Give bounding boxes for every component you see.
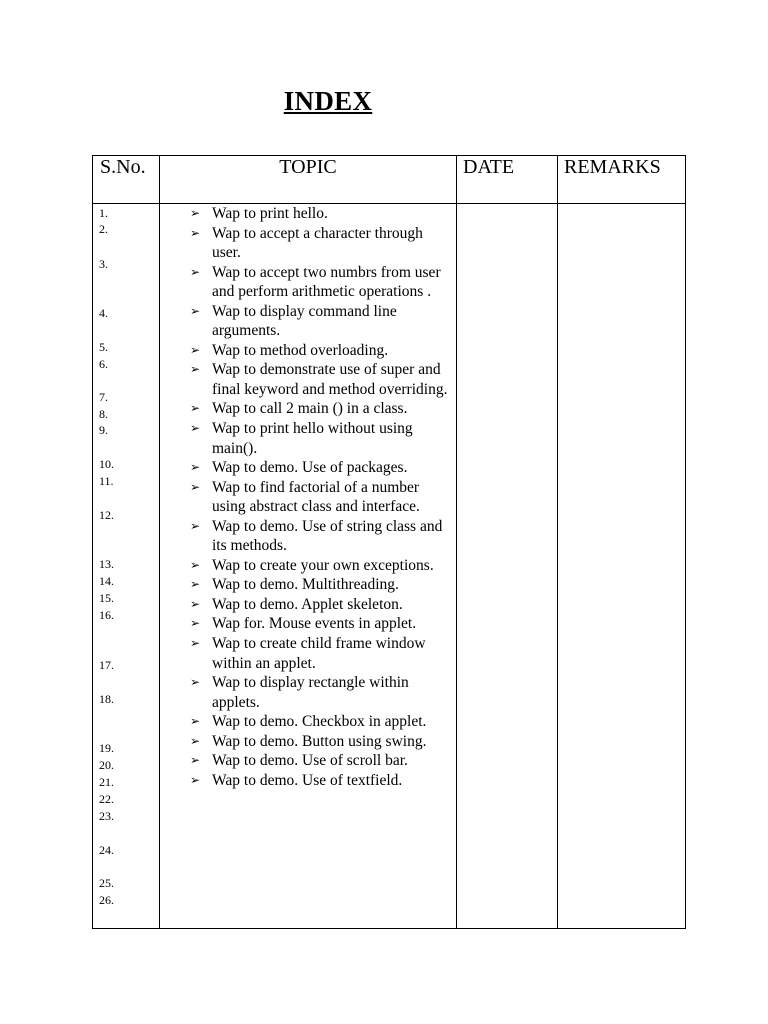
topic-text: Wap to demo. Applet skeleton. [212, 595, 403, 613]
arrow-bullet-icon: ➢ [190, 577, 201, 592]
sno-cell: 5. [99, 340, 108, 354]
list-item [190, 263, 452, 302]
topic-text: Wap to demo. Use of string class and its methods. [212, 517, 443, 555]
arrow-bullet-icon: ➢ [190, 303, 201, 318]
sno-cell: 19. [99, 741, 114, 755]
arrow-bullet-icon: ➢ [190, 772, 201, 787]
topic-text: Wap to demo. Checkbox in applet. [212, 713, 427, 731]
topic-text: Wap to display command line arguments. [212, 302, 397, 340]
sno-cell: 22. [99, 792, 114, 806]
list-item [190, 751, 452, 771]
sno-cell: 8. [99, 407, 108, 421]
list-item [190, 517, 452, 556]
header-remarks: REMARKS [564, 156, 661, 178]
sno-cell: 13. [99, 557, 114, 571]
arrow-bullet-icon: ➢ [190, 636, 201, 651]
arrow-bullet-icon: ➢ [190, 342, 201, 357]
sno-cell: 20. [99, 758, 114, 772]
list-item [190, 556, 452, 576]
list-item [190, 341, 452, 361]
arrow-bullet-icon: ➢ [190, 264, 201, 279]
sno-cell: 11. [99, 474, 114, 488]
arrow-bullet-icon: ➢ [190, 421, 201, 436]
sno-cell: 10. [99, 457, 114, 471]
sno-cell: 7. [99, 390, 108, 404]
table-border-bottom [92, 928, 686, 929]
date-column [457, 204, 557, 928]
remarks-column [558, 204, 685, 928]
sno-cell: 4. [99, 306, 108, 320]
table-column-divider-1 [159, 155, 160, 929]
arrow-bullet-icon: ➢ [190, 225, 201, 240]
arrow-bullet-icon: ➢ [190, 714, 201, 729]
sno-cell: 26. [99, 893, 114, 907]
sno-cell: 15. [99, 591, 114, 605]
list-item [190, 204, 452, 224]
list-item [190, 419, 452, 458]
sno-cell: 21. [99, 775, 114, 789]
page-title: INDEX [283, 86, 373, 116]
sno-cell: 9. [99, 423, 108, 437]
list-item [190, 575, 452, 595]
topic-text: Wap to create child frame window within an applet. [212, 635, 426, 672]
table-border-right [685, 155, 686, 929]
list-item [190, 614, 452, 634]
sno-cell: 18. [99, 692, 114, 706]
topic-text: Wap for. Mouse events in applet. [212, 615, 417, 633]
sno-cell: 1. [99, 206, 108, 220]
topic-text: Wap to find factorial of a number using abstract class and interface. [212, 478, 420, 516]
arrow-bullet-icon: ➢ [190, 557, 201, 572]
sno-cell: 17. [99, 658, 114, 672]
topic-text: Wap to demonstrate use of super and final keyword and method overriding. [212, 361, 448, 398]
list-item [190, 732, 452, 752]
topic-list [190, 204, 452, 790]
list-item [190, 595, 452, 615]
sno-cell: 25. [99, 876, 114, 890]
list-item [190, 302, 452, 341]
sno-cell: 12. [99, 508, 114, 522]
arrow-bullet-icon: ➢ [190, 733, 201, 748]
topic-text: Wap to display rectangle within applets. [212, 674, 409, 711]
list-item [190, 399, 452, 419]
sno-cell: 3. [99, 257, 108, 271]
arrow-bullet-icon: ➢ [190, 518, 201, 533]
header-sno: S.No. [100, 156, 146, 178]
list-item [190, 478, 452, 517]
topic-text: Wap to method overloading. [212, 341, 389, 359]
topic-text: Wap to call 2 main () in a class. [212, 400, 408, 418]
arrow-bullet-icon: ➢ [190, 362, 201, 377]
arrow-bullet-icon: ➢ [190, 675, 201, 690]
list-item [190, 673, 452, 712]
sno-cell: 14. [99, 574, 114, 588]
list-item [190, 771, 452, 791]
header-date: DATE [463, 156, 515, 178]
list-item [190, 712, 452, 732]
topic-text: Wap to accept two numbrs from user and perform arithmetic operations . [212, 263, 441, 301]
topic-text: Wap to demo. Use of scroll bar. [212, 752, 408, 770]
topic-text: Wap to print hello without using main(). [212, 420, 413, 457]
sno-cell: 16. [99, 608, 114, 622]
list-item [190, 224, 452, 263]
arrow-bullet-icon: ➢ [190, 460, 201, 475]
topic-text: Wap to demo. Multithreading. [212, 576, 399, 594]
table-border-left [92, 155, 93, 929]
arrow-bullet-icon: ➢ [190, 753, 201, 768]
topic-text: Wap to demo. Use of textfield. [212, 771, 403, 789]
topic-text: Wap to print hello. [212, 205, 328, 222]
topic-text: Wap to demo. Button using swing. [212, 732, 427, 750]
topic-text: Wap to create your own exceptions. [212, 556, 434, 574]
arrow-bullet-icon: ➢ [190, 596, 201, 611]
list-item [190, 458, 452, 478]
list-item [190, 360, 452, 399]
topic-text: Wap to accept a character through user. [212, 224, 423, 262]
header-topic: TOPIC [279, 156, 337, 178]
arrow-bullet-icon: ➢ [190, 401, 201, 416]
arrow-bullet-icon: ➢ [190, 206, 201, 220]
arrow-bullet-icon: ➢ [190, 479, 201, 494]
arrow-bullet-icon: ➢ [190, 616, 201, 631]
list-item [190, 634, 452, 673]
sno-cell: 24. [99, 843, 114, 857]
sno-cell: 6. [99, 357, 108, 371]
sno-cell: 23. [99, 809, 114, 823]
sno-cell: 2. [99, 222, 108, 236]
topic-text: Wap to demo. Use of packages. [212, 459, 408, 477]
